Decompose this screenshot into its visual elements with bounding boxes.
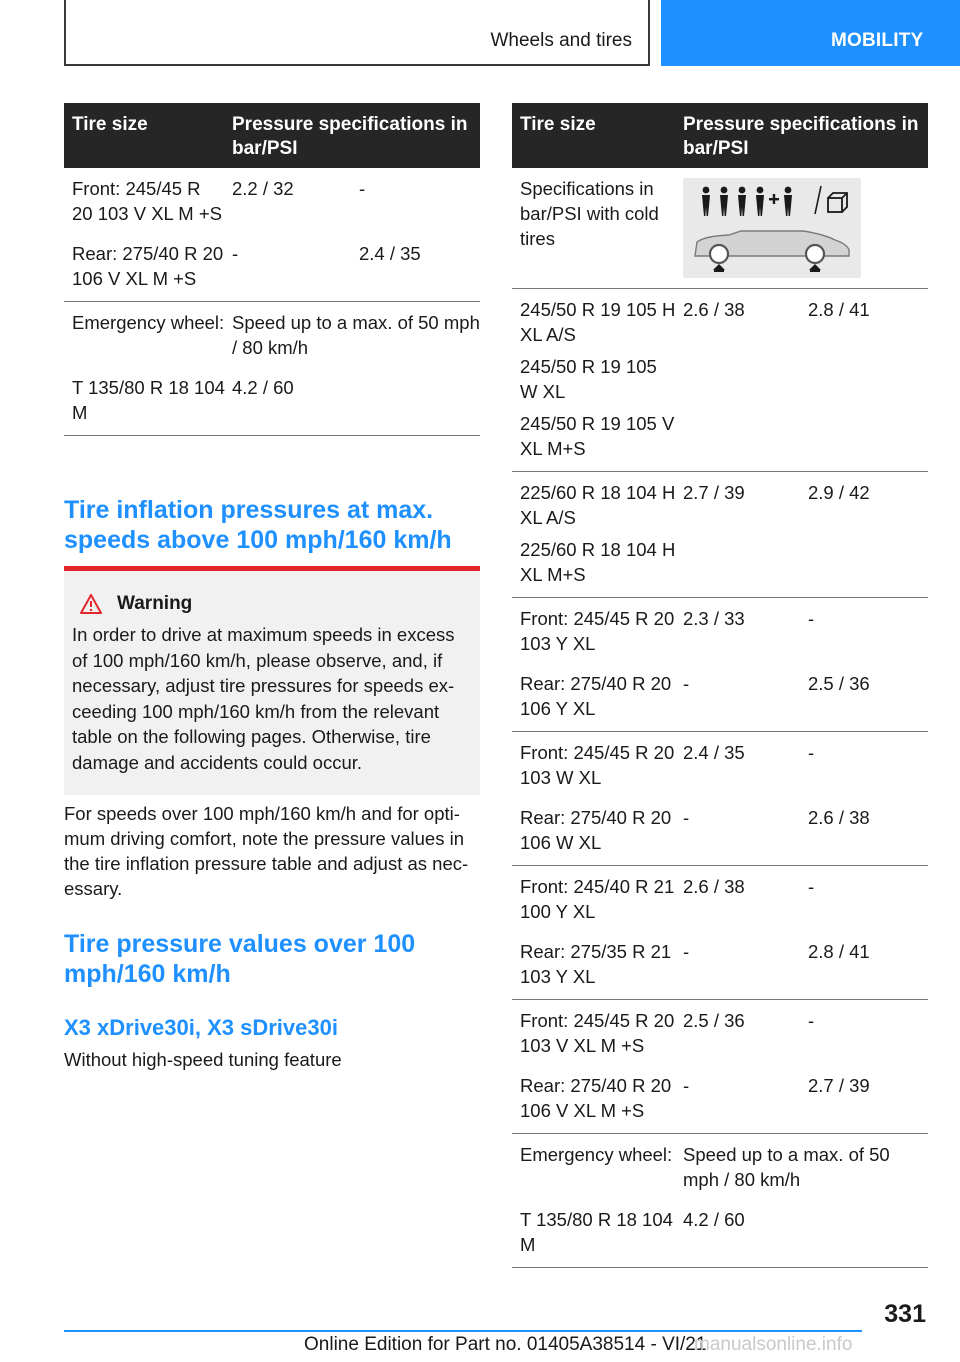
tire-size-cell: Front: 245/45 R 20 103 V XL M +S: [520, 1010, 675, 1056]
table-row: [520, 1142, 928, 1192]
body-text: For speeds over 100 mph/160 km/h and for opti-mum driving comfort, note the pressure values in the tire inflation pressure table and adjust as nec-essary.: [64, 803, 469, 899]
heading-max-speed: Tire inflation pressures at max. speeds above 100 mph/160 km/h: [64, 496, 452, 554]
table-row: [520, 1207, 928, 1257]
warning-title-row: [72, 593, 470, 615]
front-pressure-cell: -: [683, 941, 690, 962]
header-tire-size: Tire size: [520, 114, 596, 135]
footer-edition: Online Edition for Part no. 01405A38514 - VI/21: [304, 1334, 707, 1355]
tire-size: 245/50 R 19 105 V XL M+S: [520, 413, 675, 459]
footer-divider: [64, 1330, 862, 1332]
table-row: [72, 176, 480, 226]
table-row: [520, 1073, 928, 1123]
emergency-tire-size: T 135/80 R 18 104 M: [72, 377, 225, 423]
tire-size: 245/50 R 19 105 H XL A/S: [520, 299, 676, 345]
emergency-tire-size: T 135/80 R 18 104 M: [520, 1209, 673, 1255]
front-pressure-cell: -: [683, 673, 690, 694]
front-pressure-cell: -: [232, 243, 239, 264]
rear-pressure-cell: 2.7 / 39: [808, 1075, 870, 1096]
tire-size-cell: Front: 245/45 R 20 103 Y XL: [520, 608, 675, 654]
spec-label: Specifications in bar/PSI with cold tires: [520, 178, 659, 249]
table-row: [520, 671, 928, 721]
tire-size-cell: Rear: 275/40 R 20 106 Y XL: [520, 673, 672, 719]
tire-size-cell: [520, 297, 683, 461]
rear-pressure-cell: -: [808, 1010, 815, 1031]
header-section-box: [64, 0, 650, 66]
table-group: [512, 1000, 928, 1134]
table-row: [72, 310, 480, 360]
warning-text: In order to drive at maximum speeds in excess of 100 mph/160 km/h, please observe, and, if necessary, adjust tire pressures for speeds ex-ceeding 100 mph/160 km/h from the relevant table on the following pages. Otherwise, tire damage and accidents could occur.: [72, 624, 455, 773]
rear-pressure-cell: -: [808, 876, 815, 897]
tire-size-cell: Front: 245/40 R 21 100 Y XL: [520, 876, 675, 922]
tire-size-cell: Rear: 275/40 R 20 106 V XL M +S: [72, 243, 224, 289]
front-pressure-cell: 2.6 / 38: [683, 299, 745, 320]
tire-pressure-table-right: [512, 103, 928, 1268]
table-row: [520, 874, 928, 924]
model-note: Without high-speed tuning feature: [64, 1049, 342, 1070]
rear-pressure-cell: -: [359, 178, 366, 199]
emergency-pressure: 4.2 / 60: [683, 1209, 745, 1230]
table-row: [520, 1008, 928, 1058]
rear-pressure-cell: -: [808, 608, 815, 629]
table-group: [512, 598, 928, 732]
warning-title: Warning: [117, 593, 193, 614]
rear-pressure-cell: 2.8 / 41: [808, 299, 870, 320]
warning-triangle-icon: [80, 594, 102, 614]
watermark-text: manualsonline.info: [694, 1334, 853, 1355]
header-chapter-tab[interactable]: [661, 0, 960, 66]
warning-box: [64, 566, 480, 795]
tire-size: 225/60 R 18 104 H XL M+S: [520, 539, 676, 585]
tire-pressure-table-left: [64, 103, 480, 436]
table-group-spec: [512, 168, 928, 289]
tire-size-cell: [520, 480, 683, 587]
table-group: [512, 472, 928, 598]
tire-size-cell: Rear: 275/35 R 21 103 Y XL: [520, 941, 672, 987]
table-row: [520, 606, 928, 656]
table-row: [520, 740, 928, 790]
table-row: [520, 939, 928, 989]
tire-size: 225/60 R 18 104 H XL A/S: [520, 482, 676, 528]
tire-size-cell: Front: 245/45 R 20 103 V XL M +S: [72, 178, 222, 224]
occupants-luggage-icon: [683, 178, 861, 278]
header-tire-size: Tire size: [72, 114, 148, 135]
emergency-speed-note: Speed up to a max. of 50 mph / 80 km/h: [232, 312, 480, 358]
tire-size-cell: Front: 245/45 R 20 103 W XL: [520, 742, 675, 788]
page-number: 331: [884, 1300, 926, 1328]
front-pressure-cell: 2.6 / 38: [683, 876, 745, 897]
subheading-model: X3 xDrive30i, X3 sDrive30i: [64, 1015, 338, 1040]
table-group: [512, 732, 928, 866]
header-pressure-specs: Pressure specifications in bar/PSI: [232, 114, 468, 159]
front-pressure-cell: -: [683, 1075, 690, 1096]
front-pressure-cell: -: [683, 807, 690, 828]
front-pressure-cell: 2.5 / 36: [683, 1010, 745, 1031]
rear-pressure-cell: 2.8 / 41: [808, 941, 870, 962]
table-group: [512, 289, 928, 472]
heading-pressure-values: Tire pressure values over 100 mph/160 km/h: [64, 930, 416, 988]
table-row: [520, 176, 928, 278]
front-pressure-cell: 2.4 / 35: [683, 742, 745, 763]
tire-size: 245/50 R 19 105 W XL: [520, 356, 657, 402]
tire-size-cell: Rear: 275/40 R 20 106 V XL M +S: [520, 1075, 672, 1121]
rear-pressure-cell: 2.5 / 36: [808, 673, 870, 694]
table-group-emergency: [512, 1134, 928, 1268]
table-row: [72, 241, 480, 291]
table-row: [72, 375, 480, 425]
header-pressure-specs: Pressure specifications in bar/PSI: [683, 114, 919, 159]
rear-pressure-cell: 2.9 / 42: [808, 482, 870, 503]
section-title: Wheels and tires: [490, 30, 632, 51]
emergency-pressure: 4.2 / 60: [232, 377, 294, 398]
emergency-label: Emergency wheel:: [520, 1144, 673, 1165]
table-header: [64, 103, 480, 168]
table-group-emergency: [64, 302, 480, 436]
table-header: [512, 103, 928, 168]
rear-pressure-cell: -: [808, 742, 815, 763]
table-row: [520, 480, 928, 587]
front-pressure-cell: 2.7 / 39: [683, 482, 745, 503]
load-condition-pictogram: [683, 178, 861, 278]
chapter-title: MOBILITY: [831, 30, 924, 51]
rear-pressure-cell: 2.6 / 38: [808, 807, 870, 828]
table-group: [64, 168, 480, 302]
table-row: [520, 805, 928, 855]
emergency-speed-note: Speed up to a max. of 50 mph / 80 km/h: [683, 1144, 890, 1190]
table-group: [512, 866, 928, 1000]
tire-size-cell: Rear: 275/40 R 20 106 W XL: [520, 807, 672, 853]
emergency-label: Emergency wheel:: [72, 312, 225, 333]
rear-pressure-cell: 2.4 / 35: [359, 243, 421, 264]
front-pressure-cell: 2.3 / 33: [683, 608, 745, 629]
table-row: [520, 297, 928, 461]
front-pressure-cell: 2.2 / 32: [232, 178, 294, 199]
